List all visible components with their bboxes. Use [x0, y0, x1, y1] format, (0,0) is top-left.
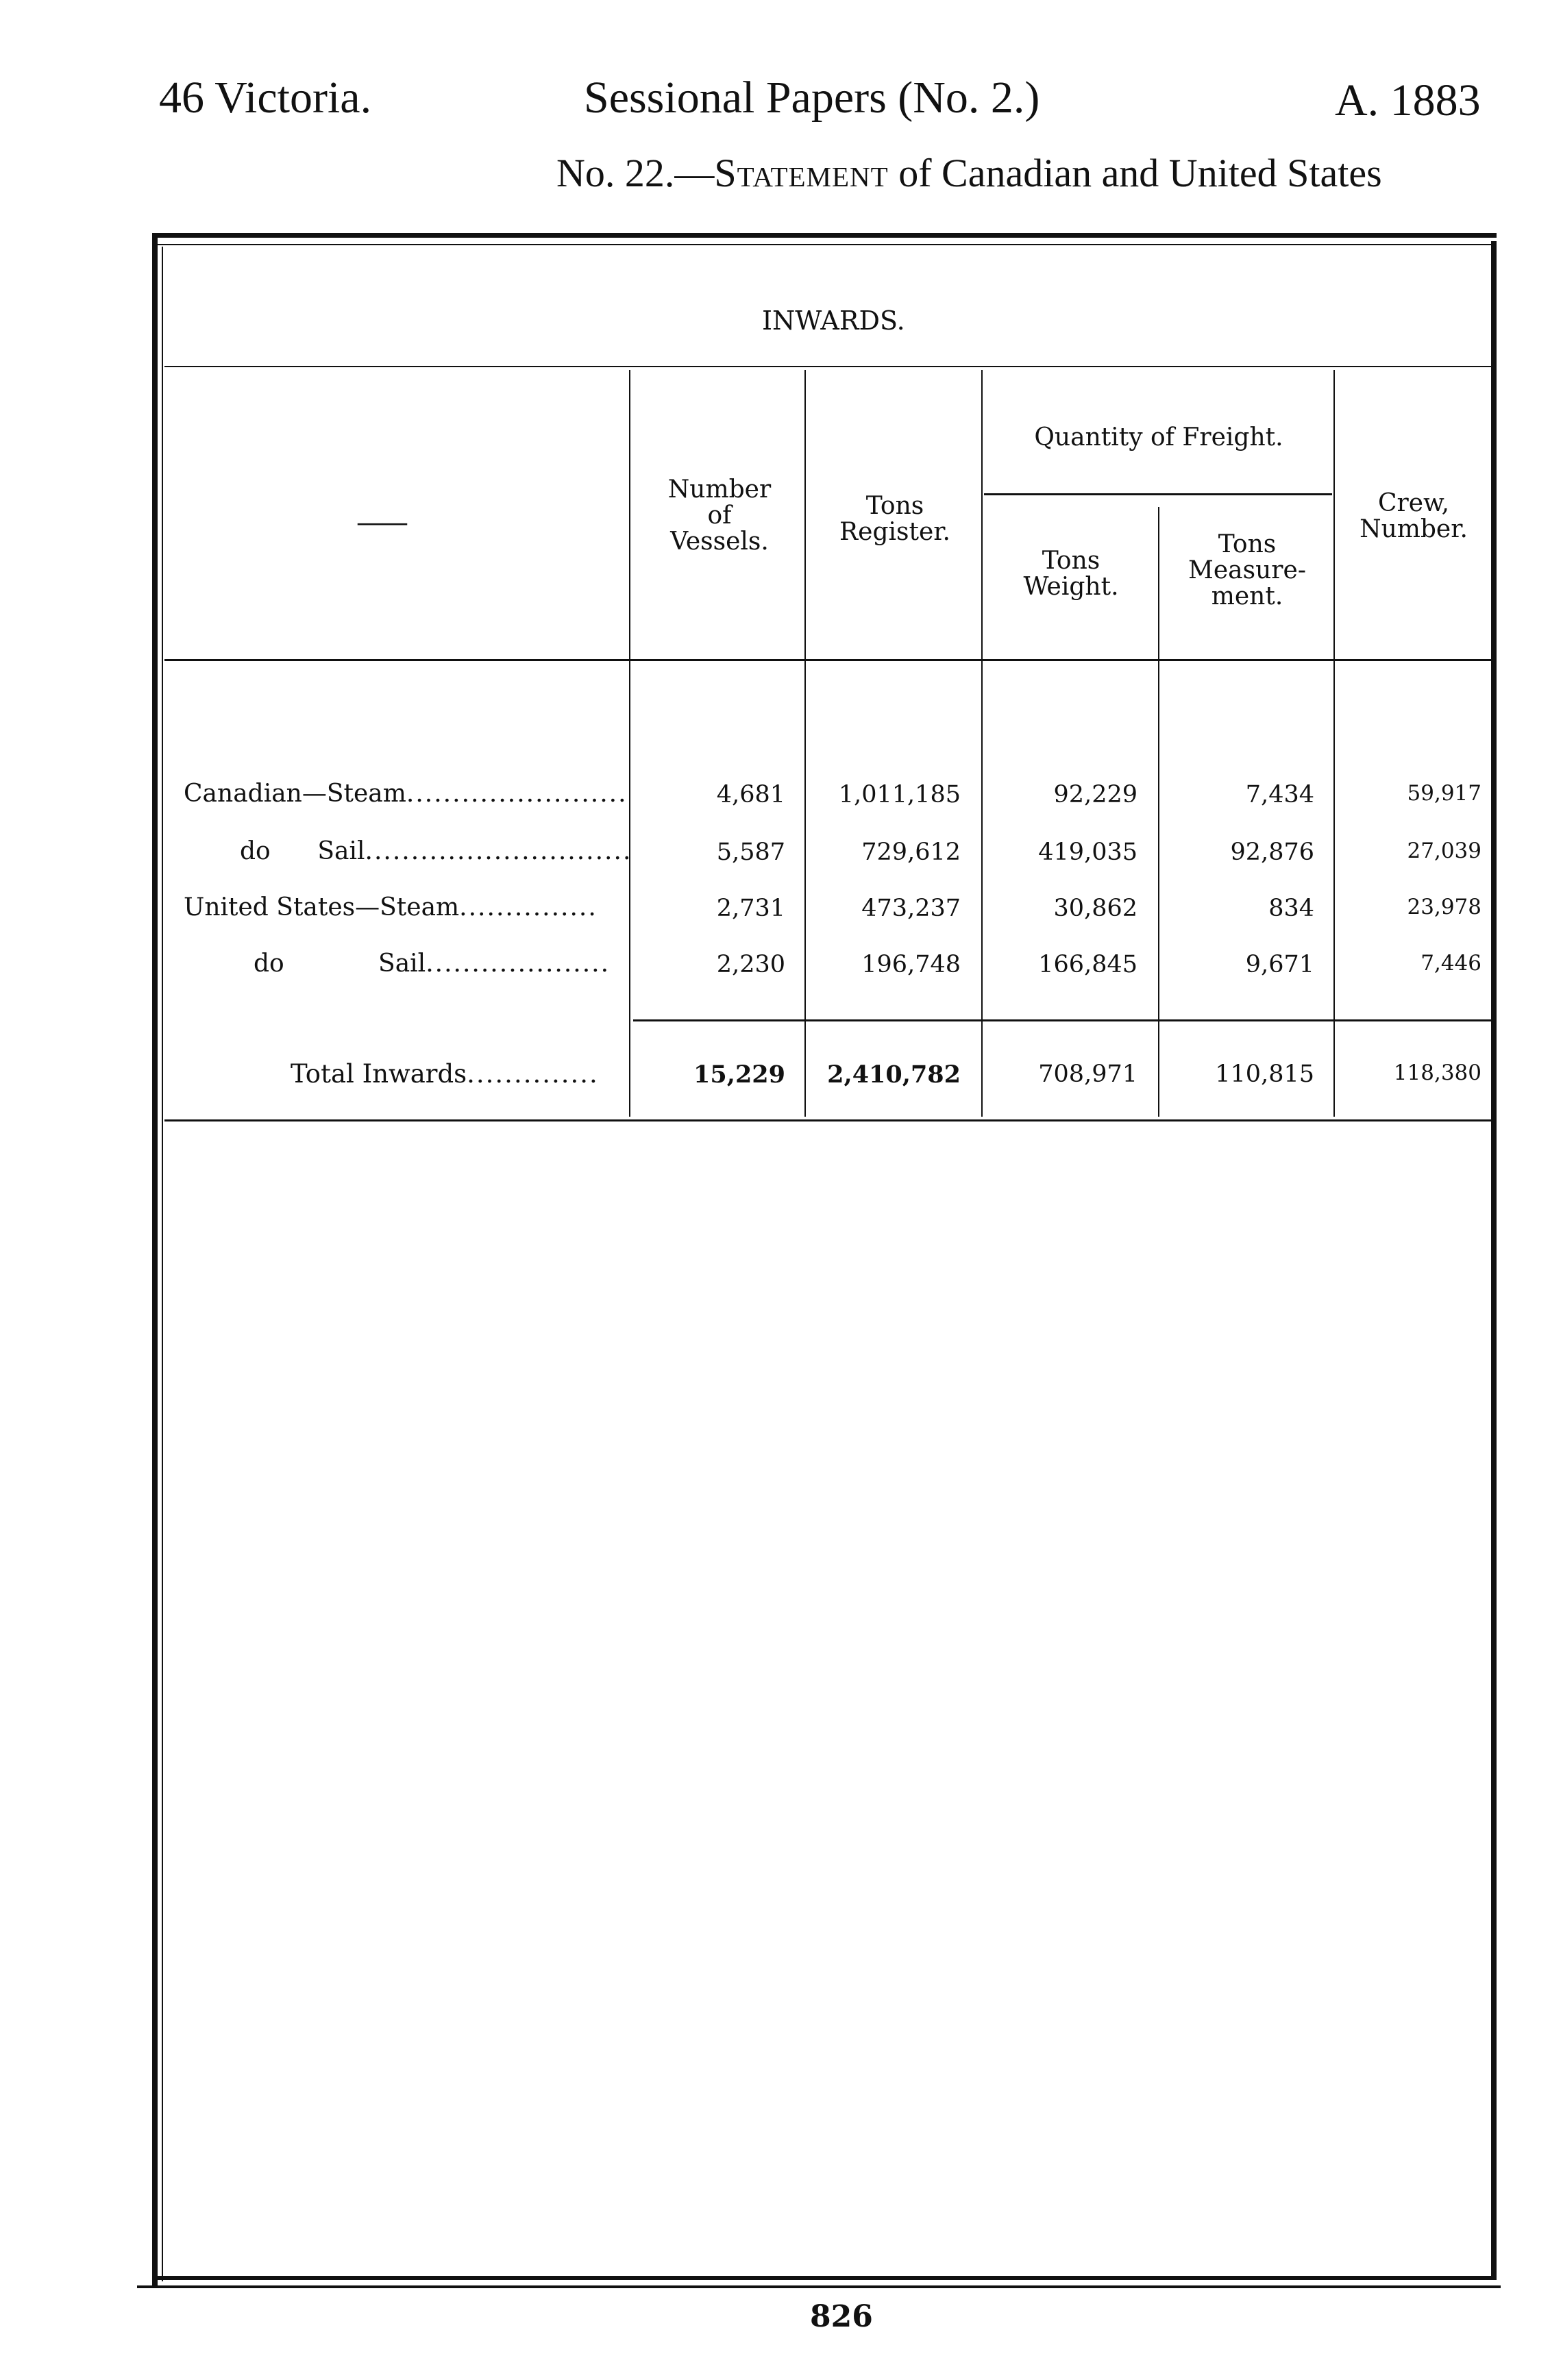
- crew-header-line-2: Number.: [1360, 515, 1468, 543]
- cell-measurement: 834: [1268, 895, 1314, 922]
- bottom-rule-2: [137, 2285, 1501, 2288]
- header-right: A. 1883: [1335, 75, 1481, 125]
- section-title: INWARDS.: [762, 306, 905, 336]
- row-label: Canadian—Steam........................: [184, 780, 628, 808]
- col-divider-5: [1333, 370, 1335, 1117]
- cell-measurement: 7,434: [1245, 781, 1314, 808]
- row-label: United States—Steam...............: [184, 893, 598, 921]
- top-rule: [155, 233, 1497, 238]
- measurement-header-line-1: Tons: [1218, 530, 1277, 558]
- col-divider-2: [804, 370, 806, 1117]
- bottom-rule: [152, 2276, 1497, 2280]
- page-number: 826: [810, 2299, 873, 2334]
- vessels-header-line-1: Number: [667, 475, 772, 504]
- cell-measurement: 92,876: [1230, 839, 1314, 866]
- weight-header: [984, 548, 1158, 600]
- cell-register: 1,011,185: [838, 781, 961, 808]
- row-label: do Sail....................: [254, 950, 611, 978]
- cell-crew: 7,446: [1420, 951, 1481, 976]
- row-label: do Sail.............................: [240, 837, 632, 865]
- cell-register: 196,748: [861, 951, 961, 978]
- total-crew: 118,380: [1393, 1061, 1481, 1085]
- col-divider-1: [629, 370, 630, 1117]
- cell-vessels: 2,230: [716, 951, 785, 978]
- weight-header-line-1: Tons: [1042, 547, 1100, 575]
- vessels-header: [637, 477, 802, 554]
- total-label: Total Inwards..............: [291, 1059, 599, 1089]
- cell-register: 473,237: [861, 895, 961, 922]
- cell-weight: 92,229: [1053, 781, 1137, 808]
- vessels-header-line-3: Vessels.: [670, 527, 769, 556]
- left-border-thin: [162, 247, 163, 2281]
- header-center: Sessional Papers (No. 2.): [584, 73, 1040, 123]
- crew-header-line-1: Crew,: [1377, 489, 1450, 517]
- total-weight: 708,971: [1038, 1061, 1137, 1088]
- col-divider-3: [981, 370, 983, 1117]
- freight-header: Quantity of Freight.: [1034, 423, 1283, 451]
- cell-vessels: 4,681: [716, 781, 785, 808]
- register-header: [810, 493, 980, 545]
- cell-measurement: 9,671: [1245, 951, 1314, 978]
- register-header-line-2: Register.: [839, 517, 950, 546]
- cell-weight: 166,845: [1038, 951, 1137, 978]
- freight-header-rule: [984, 493, 1332, 495]
- measurement-header: [1161, 532, 1333, 609]
- measurement-header-line-2: Measure-: [1188, 556, 1306, 584]
- statement-title: [556, 153, 1382, 193]
- cell-vessels: 2,731: [716, 895, 785, 922]
- cell-weight: 419,035: [1038, 839, 1137, 866]
- total-register: 2,410,782: [827, 1061, 961, 1089]
- top-rule-thin: [155, 244, 1497, 245]
- vessels-header-line-2: of: [707, 501, 732, 530]
- weight-header-line-2: Weight.: [1023, 572, 1119, 601]
- blank-column-dash: ——: [356, 507, 406, 538]
- left-border: [152, 233, 158, 2288]
- cell-register: 729,612: [861, 839, 961, 866]
- register-header-line-1: Tons: [865, 492, 924, 520]
- table-end-rule: [164, 1119, 1491, 1121]
- cell-crew: 27,039: [1407, 839, 1481, 863]
- cell-crew: 23,978: [1407, 895, 1481, 919]
- cell-weight: 30,862: [1053, 895, 1137, 922]
- col-divider-4: [1158, 507, 1159, 1117]
- cell-crew: 59,917: [1407, 781, 1481, 806]
- statement-word: Statement: [714, 151, 889, 195]
- header-bottom-rule: [164, 659, 1491, 661]
- right-border: [1491, 241, 1497, 2279]
- statement-prefix: No. 22.—: [556, 151, 715, 195]
- total-vessels: 15,229: [693, 1061, 785, 1089]
- statement-rest: of Canadian and United States: [898, 151, 1382, 195]
- cell-vessels: 5,587: [716, 839, 785, 866]
- total-measurement: 110,815: [1215, 1061, 1314, 1088]
- crew-header: [1336, 491, 1491, 543]
- total-rule: [633, 1019, 1491, 1021]
- section-rule: [164, 366, 1491, 367]
- measurement-header-line-3: ment.: [1211, 582, 1283, 610]
- header-left: 46 Victoria.: [159, 73, 372, 123]
